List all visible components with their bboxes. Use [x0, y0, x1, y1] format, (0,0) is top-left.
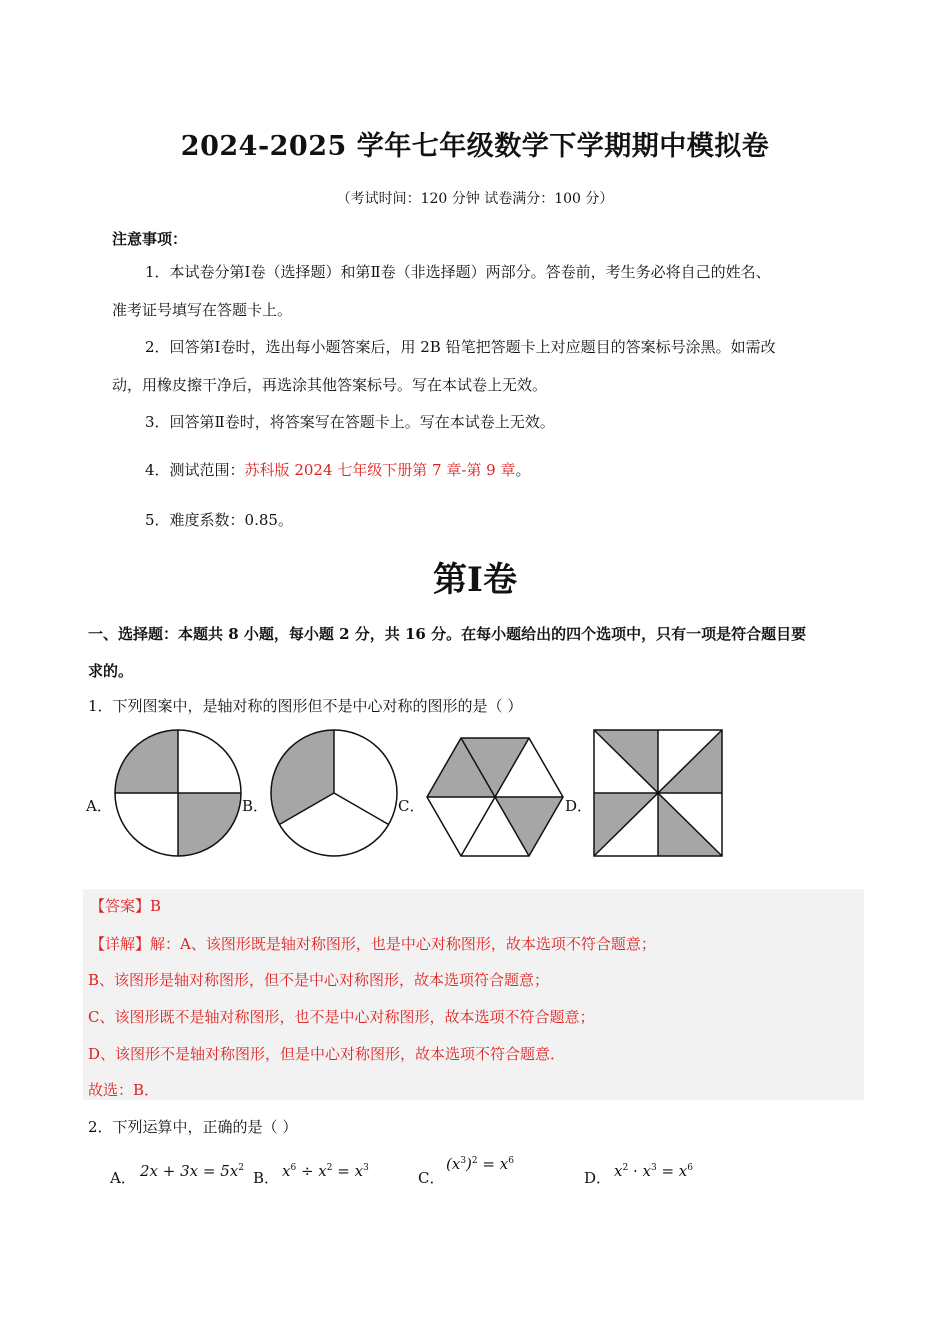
q1-detail-line-2: B、该图形是轴对称图形，但不是中心对称图形，故本选项符合题意； [88, 971, 550, 989]
q1-option-a-label: A． [86, 797, 112, 815]
figure-c-shaded-right [495, 797, 563, 856]
section-1-line-2: 求的。 [88, 662, 134, 680]
q1-option-c-label: C． [398, 797, 425, 815]
q1-answer-box [83, 889, 864, 1100]
notice-item-4-prefix: 4．测试范围： [145, 461, 245, 479]
q2-stem: 2．下列运算中，正确的是（ ） [88, 1118, 298, 1136]
q1-option-d-figure [593, 729, 723, 857]
q1-detail-line-1: 【详解】解：A、该图形既是轴对称图形，也是中心对称图形，故本选项不符合题意； [90, 935, 656, 953]
q2-option-b-label: B． [253, 1169, 280, 1187]
figure-a-shaded-bottom-right [178, 793, 241, 856]
exam-title: 2024-2025 学年七年级数学下学期期中模拟卷 [180, 131, 770, 162]
q2-option-c-expression: $(x^3)^2 = x^6$ [446, 1155, 514, 1173]
q1-answer: 【答案】B [90, 897, 162, 915]
q2-option-d-label: D． [584, 1169, 612, 1187]
q1-option-c-figure [426, 737, 564, 857]
notice-item-1-line-1: 1．本试卷分第Ⅰ卷（选择题）和第Ⅱ卷（非选择题）两部分。答卷前，考生务必将自己的姓名、 [145, 263, 771, 281]
q1-option-a-figure [114, 729, 242, 857]
q1-option-b-label: B． [242, 797, 269, 815]
notice-item-4 [145, 460, 531, 480]
q2-option-c-label: C． [418, 1169, 445, 1187]
q2-option-a-label: A． [110, 1169, 136, 1187]
q1-detail-line-3: C、该图形既不是轴对称图形，也不是中心对称图形，故本选项不符合题意； [88, 1008, 595, 1026]
exam-subtitle: （考试时间：120 分钟 试卷满分：100 分） [336, 191, 614, 207]
notice-item-3: 3．回答第Ⅱ卷时，将答案写在答题卡上。写在本试卷上无效。 [145, 413, 555, 431]
q2-option-d-expression: $x^2 \cdot x^3 = x^6$ [614, 1162, 694, 1180]
q1-detail-line-4: D、该图形不是轴对称图形，但是中心对称图形，故本选项不符合题意． [88, 1045, 566, 1063]
test-range: 苏科版 2024 七年级下册第 7 章-第 9 章 [244, 461, 516, 479]
q1-option-d-label: D． [565, 797, 593, 815]
section-1-line-1: 一、选择题：本题共 8 小题，每小题 2 分，共 16 分。在每小题给出的四个选项中，只有一项是符合题目要 [88, 625, 807, 643]
notice-item-5: 5．难度系数：0.85。 [145, 511, 293, 529]
q1-option-b-figure [270, 729, 398, 857]
q2-option-b-expression: $x^6 \div x^2 = x^3$ [282, 1162, 369, 1180]
notice-item-4-suffix: 。 [515, 461, 531, 479]
q1-stem: 1．下列图案中，是轴对称的图形但不是中心对称的图形的是（ ） [88, 697, 523, 715]
notice-heading: 注意事项： [112, 230, 188, 248]
part-1-title: 第Ⅰ卷 [433, 560, 517, 600]
q2-option-a-expression: $2x + 3x = 5x^2$ [140, 1162, 244, 1180]
figure-a-shaded-top-left [115, 730, 178, 793]
q1-conclusion: 故选：B． [88, 1081, 160, 1099]
notice-item-2-line-2: 动，用橡皮擦干净后，再选涂其他答案标号。写在本试卷上无效。 [112, 376, 548, 394]
notice-item-1-line-2: 准考证号填写在答题卡上。 [112, 301, 293, 319]
notice-item-2-line-1: 2．回答第Ⅰ卷时，选出每小题答案后，用 2B 铅笔把答题卡上对应题目的答案标号涂黑。如需改 [145, 338, 776, 356]
